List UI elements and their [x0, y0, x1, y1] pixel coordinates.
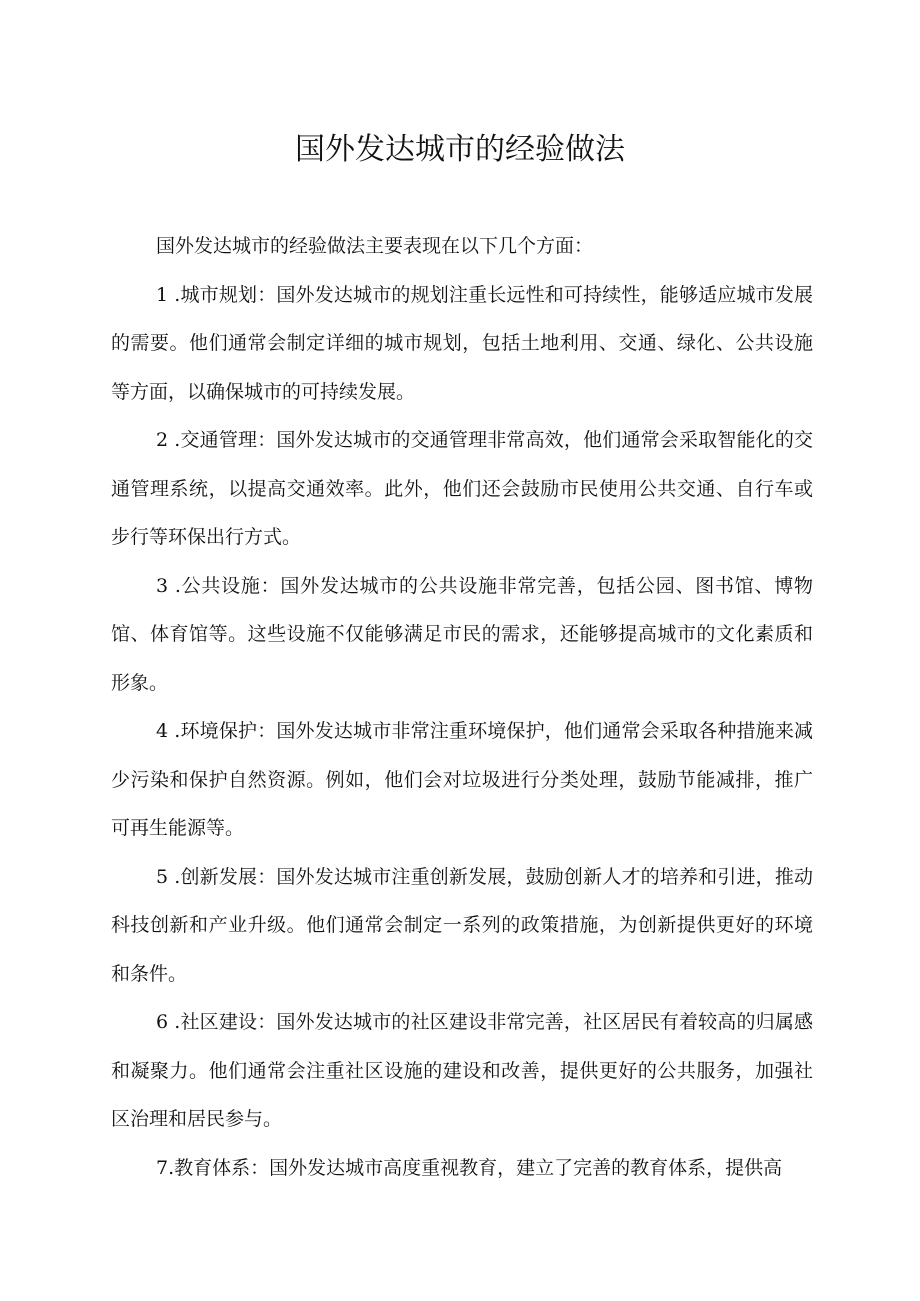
section-text: .环境保护：国外发达城市非常注重环境保护，他们通常会采取各种措施来减少污染和保护自然资源。例如，他们会对垃圾进行分类处理，鼓励节能减排，推广可再生能源等。	[111, 720, 813, 839]
section-paragraph	[111, 562, 813, 708]
section-text: .城市规划：国外发达城市的规划注重长远性和可持续性，能够适应城市发展的需要。他们通常会制定详细的城市规划，包括土地利用、交通、绿化、公共设施等方面，以确保城市的可持续发展。	[111, 283, 813, 403]
section-paragraph	[111, 1144, 813, 1193]
section-text: .创新发展：国外发达城市注重创新发展，鼓励创新人才的培养和引进，推动科技创新和产业升级。他们通常会制定一系列的政策措施，为创新提供更好的环境和条件。	[111, 865, 813, 985]
section-paragraph	[111, 998, 813, 1144]
section-text: .公共设施：国外发达城市的公共设施非常完善，包括公园、图书馆、博物馆、体育馆等。这些设施不仅能够满足市民的需求，还能够提高城市的文化素质和形象。	[111, 574, 813, 694]
document-title: 国外发达城市的经验做法	[295, 132, 625, 167]
section-number: 2	[156, 429, 169, 451]
section-text: .教育体系：国外发达城市高度重视教育，建立了完善的教育体系，提供高	[168, 1156, 783, 1179]
section-paragraph	[111, 416, 813, 562]
section-number: 7	[156, 1156, 169, 1179]
section-number: 5	[156, 865, 169, 888]
section-number: 6	[156, 1011, 169, 1033]
section-paragraph	[111, 707, 813, 853]
section-number: 4	[156, 720, 169, 742]
section-paragraph	[111, 853, 813, 999]
section-number: 3	[156, 574, 169, 597]
intro-paragraph: 国外发达城市的经验做法主要表现在以下几个方面：	[156, 235, 594, 257]
section-number: 1	[156, 283, 169, 306]
document-body	[111, 222, 813, 1192]
section-paragraph	[111, 271, 813, 417]
section-text: .交通管理：国外发达城市的交通管理非常高效，他们通常会采取智能化的交通管理系统，以提高交通效率。此外，他们还会鼓励市民使用公共交通、自行车或步行等环保出行方式。	[111, 429, 813, 548]
section-text: .社区建设：国外发达城市的社区建设非常完善，社区居民有着较高的归属感和凝聚力。他们通常会注重社区设施的建设和改善，提供更好的公共服务，加强社区治理和居民参与。	[111, 1011, 813, 1130]
